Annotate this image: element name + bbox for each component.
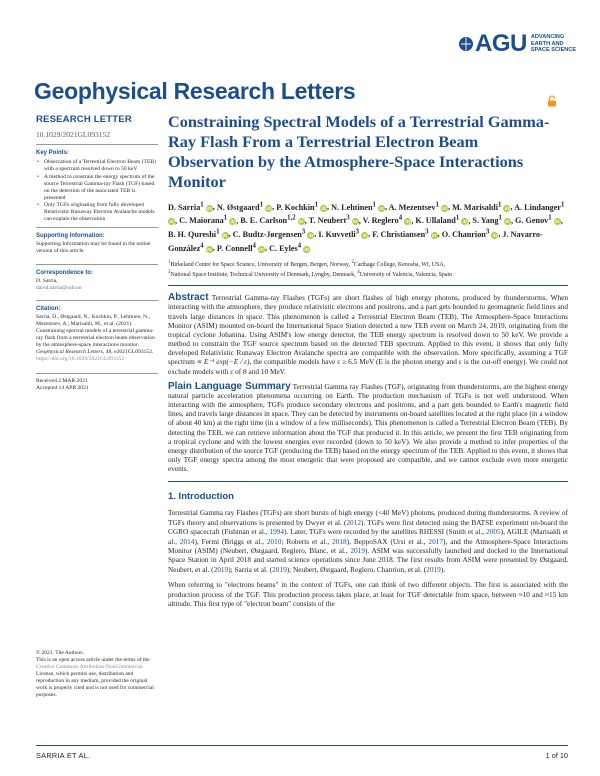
article-title: Constraining Spectral Models of a Terrestrial Gamma-Ray Flash From a Terrestrial Electron Beam Observation by the Atmosphere-Space Interactions Monitor — [168, 112, 550, 191]
author-name: V. Reglero — [362, 216, 399, 226]
author-affiliation: 3 — [485, 228, 490, 236]
license-link[interactable]: Creative Commons Attribution-NonCommercial — [36, 664, 143, 670]
intro-paragraph-2: When referring to "electrons beams" in the context of TGFs, one can think of two different objects. The first is associated with the production process of the TGF. This production process takes place, at least for TGF detectable from space, between ≈10 and ≈15 km altitude. This first type of "electron beam" consists of the — [168, 580, 568, 608]
pls-text: Terrestrial Gamma ray Flashes (TGF), originating from thunderstorms, are the highest energy natural particle acceleration phenomena occurring on Earth. The production mechanism of TGFs is not well understood. When interacting with the atmosphere, TGFs produce secondary electrons and positrons, and a part gets bounded to Earth's magnetic field lines, and travels large distances in space. They can be detected by instruments on-board satellites located at the right place (in a window of about 40 km) at the right time (in a window of a few milliseconds). This phenomenon is called a Terrestrial Electron Beam (TEB). By detecting the TEB, we can retrieve information about the TGF that produced it. In this article, we present the first TEB originating from a tropical cyclone and with the lowest energies ever recorded (down to 50 keV). We also provide a method to infer properties of the energy distribution of the source TGF (producing the TEB) based on the energy spectrum of the TEB. Applied to this event, it shows that only TGF energy spectra among the most energetic that were proposed are compatible, and we cannot exclude even more energetic events. — [168, 381, 569, 474]
author-name: P. Kochkin — [276, 202, 315, 212]
running-author: SARRIA ET AL. — [36, 751, 91, 760]
author-affiliation: 1 — [200, 201, 204, 208]
author-name: G. Genov — [515, 216, 549, 226]
author-affiliation: 1 — [435, 201, 439, 208]
ref-link[interactable]: 2018 — [332, 536, 347, 546]
author-affiliation: 1 — [560, 201, 565, 208]
divider — [36, 300, 158, 301]
author-affiliation: 1 — [372, 201, 376, 208]
author — [168, 203, 213, 212]
author-name: D. Sarria — [168, 202, 201, 212]
orcid-icon[interactable]: iD — [206, 246, 212, 252]
text-run: ). Later, TGFs were recorded by the satellites RHESSI (Smith et al., — [284, 527, 487, 537]
orcid-icon[interactable]: iD — [442, 205, 447, 211]
orcid-icon[interactable]: iD — [169, 219, 174, 225]
ref-link[interactable]: 2019 — [350, 545, 365, 555]
correspondence-name: D. Sarria, — [36, 278, 58, 285]
orcid-icon[interactable]: iD — [405, 219, 411, 225]
key-point: • Only TGFs originating from fully developed Relativistic Runaway Electron Avalanche models can explain the observation — [36, 202, 158, 223]
author-list: D. Sarria$^1$ iD, N. Østgaard$^1$ iD, P. Kochkin$^1$ iD, N. Lehtinen$^1$ iD, A. Mezentsev$^1$ iD, M. Marisaldi$^1$ iD, A. Lindanger$^1$ iD, C. Maiorana$^1$ iD, B. E. Carlson$^{1,2}$ iD, T. Neubert$^3$ iD, V. Reglero$^4$ iD, K. Ullaland$^1$ iD, S. Yang$^1$ iD, G. Genov$^1$ iD, B. H. Qureshi$^1$ iD, C. Budtz-Jørgensen$^3$ iD, I. Kuvvetli$^3$ iD, F. Christiansen$^3$ iD, O. Chanrion$^3$ iD, J. Navarro-González$^4$ iD, P. Connell$^4$ iD, C. Eyles$^4$ iD — [168, 200, 568, 255]
abstract-heading: Abstract — [168, 292, 209, 304]
affiliation-4: University of Valencia, Valencia, Spain — [359, 272, 453, 279]
supporting-info-text: Supporting Information may be found in the online version of this article. — [36, 241, 151, 255]
journal-name: Geophysical Research Letters — [34, 78, 356, 104]
intro-paragraph-1 — [168, 508, 568, 574]
author-affiliation: 3 — [346, 214, 350, 222]
divider — [36, 264, 158, 265]
author-name: N. Østgaard — [216, 202, 260, 212]
divider — [168, 481, 568, 482]
logo-word: AGU — [475, 30, 527, 57]
main-content — [168, 112, 568, 608]
author-affiliation: 1,2 — [287, 214, 296, 222]
author — [389, 203, 448, 212]
key-points-list — [36, 159, 158, 223]
orcid-icon[interactable]: iD — [304, 246, 309, 252]
logo-line-3: SPACE SCIENCE — [530, 47, 577, 54]
text-run: ), BeppoSAX (Ursi et al., — [346, 536, 429, 546]
citation-heading: Citation: — [36, 306, 61, 313]
ref-link[interactable]: 2005 — [486, 527, 501, 537]
citation-text — [36, 314, 158, 363]
orcid-icon[interactable]: iD — [379, 205, 384, 211]
key-point: • A method to constrain the energy spectrum of the source Terrestrial Gamma-ray Flash (TGF) based on the detection of the associated TEB is presented — [36, 174, 158, 202]
affiliations: $^1$Birkeland Centre for Space Science, University of Bergen, Bergen, Norway, $^2$Carthage College, Kenosha, WI, USA, $^3$National Space Institute, Technical University of Denmark, Lyngby, Denmark, $^4$University of Valencia, Valencia, Spain — [168, 259, 453, 279]
author-affiliation: 4 — [200, 241, 204, 249]
author-affiliation: 3 — [425, 228, 429, 236]
author-name: C. Eyles — [269, 243, 298, 253]
orcid-icon[interactable]: iD — [492, 233, 498, 239]
author-affiliation: 1 — [455, 214, 460, 222]
text-run: ); Neubert, Østgaard, Reglero, Chanrion, et al. ( — [286, 564, 427, 574]
citation-volume: , 48, e2021GL093152. — [102, 349, 154, 356]
author-name: I. Kuvvetli — [318, 230, 356, 240]
ref-link[interactable]: 2014 — [179, 536, 195, 546]
author — [442, 230, 499, 239]
orcid-icon[interactable]: iD — [266, 205, 271, 211]
orcid-icon[interactable]: iD — [352, 219, 358, 225]
globe-icon — [458, 36, 474, 52]
orcid-icon[interactable]: iD — [222, 233, 228, 239]
key-points-heading: Key Points: — [36, 150, 70, 156]
author — [415, 216, 468, 225]
author-affiliation: 1 — [548, 214, 552, 222]
text-run: ). ASIM was successfully launched and docked to the International Space Station in April 2018 and started science operations since June 2018. The first results from ASIM were presented by Østgaard, Neubert, et al. ( — [168, 545, 568, 574]
text-run: Terrestrial Gamma ray Flashes (TGFs) are short bursts of high energy (<40 MeV) photons, produced during thunderstorms. A review of TGFs theory and observations is presented by Dwyer et al. ( — [168, 508, 568, 527]
license-text-1: This is an open access article under the terms of the — [36, 657, 150, 663]
orcid-icon[interactable]: iD — [505, 219, 510, 225]
author-affiliation: 3 — [355, 228, 360, 236]
author — [240, 216, 304, 225]
ref-link[interactable]: 2019 — [272, 564, 287, 574]
author — [452, 203, 510, 212]
author-name: C. Budtz-Jørgensen — [232, 230, 302, 240]
affiliation-1: Birkeland Centre for Space Science, University of Bergen, Bergen, Norway, — [170, 261, 352, 268]
accepted-date: Accepted 14 APR 2021 — [36, 385, 89, 392]
affiliation-3: National Space Institute, Technical University of Denmark, Lyngby, Denmark, — [170, 272, 358, 279]
citation-body: Sarria, D., Østgaard, N., Kochkin, P., Lehtinen, N., Mezentsev, A., Marisaldi, M., et al. (2021). Constraining spectral models of a terrestrial gamma-ray flash from a terrestrial electron beam observation by the atmosphere-space interactions monitor. — [36, 314, 155, 349]
ref-link[interactable]: 2012 — [346, 517, 361, 527]
orcid-icon[interactable]: iD — [321, 205, 326, 211]
page-footer — [36, 745, 568, 760]
author-name: O. Chanrion — [441, 230, 486, 240]
author — [269, 241, 310, 253]
author-name: P. Connell — [216, 243, 253, 253]
text-run: ), Fermi (Briggs et al., — [194, 536, 267, 546]
author-name: T. Neubert — [308, 216, 347, 226]
author-affiliation: 4 — [297, 241, 302, 249]
author-name: J. Navarro-González — [168, 230, 543, 253]
author-affiliation: 1 — [498, 201, 502, 208]
author-affiliation: 4 — [252, 241, 256, 249]
author-name: F. Christiansen — [372, 230, 426, 240]
orcid-icon[interactable]: iD — [298, 219, 304, 225]
affiliation-2: Carthage College, Kenosha, WI, USA, — [353, 261, 446, 268]
author-name: C. Maiorana — [179, 216, 224, 226]
orcid-icon[interactable]: iD — [504, 205, 510, 211]
abstract — [168, 293, 568, 375]
author-name: N. Lehtinen — [331, 202, 373, 212]
copyright-line: © 2021. The Authors. — [36, 650, 84, 656]
text-run: ), AGILE (Marisaldi et al., — [168, 527, 568, 546]
author — [179, 216, 236, 225]
orcid-icon[interactable]: iD — [554, 219, 560, 225]
author-name: K. Ullaland — [415, 216, 456, 226]
author-name: S. Yang — [472, 216, 499, 226]
supporting-info-heading: Supporting Information: — [36, 233, 105, 240]
orcid-icon[interactable]: iD — [308, 233, 314, 239]
citation-journal: Geophysical Research Letters — [36, 349, 103, 356]
section-heading: 1. Introduction — [168, 491, 234, 503]
correspondence-heading: Correspondence to: — [36, 270, 94, 277]
ref-link[interactable]: 2017 — [428, 536, 444, 546]
author-affiliation: 1 — [314, 201, 318, 208]
author-name: A. Lindanger — [514, 202, 561, 212]
logo-line-2: EARTH AND — [530, 40, 564, 47]
orcid-icon[interactable]: iD — [230, 219, 235, 225]
logo-line-1: ADVANCING — [530, 34, 565, 41]
author — [168, 230, 229, 239]
author-name: B. E. Carlson — [240, 216, 288, 226]
plain-language-summary — [168, 382, 568, 474]
correspondence-email[interactable]: david.sarria@uib.no — [36, 285, 82, 292]
orcid-icon[interactable]: iD — [362, 233, 367, 239]
divider — [36, 144, 158, 145]
license-text — [36, 657, 154, 699]
key-point: • Observation of a Terrestrial Electron Beam (TEB) with a spectrum resolved down to 50 keV — [36, 159, 158, 173]
author-affiliation: 1 — [216, 228, 220, 236]
author-affiliation: 1 — [259, 201, 264, 208]
author-name: B. H. Qureshi — [168, 230, 217, 240]
ref-link[interactable]: 2010 — [266, 536, 282, 546]
author-affiliation: 1 — [498, 214, 502, 222]
ref-link[interactable]: 1994 — [269, 527, 285, 537]
author — [309, 216, 359, 225]
article-type: RESEARCH LETTER — [36, 114, 132, 125]
orcid-icon[interactable]: iD — [431, 233, 437, 239]
text-run: ), and the Atmosphere-Space Interactions Monitor (ASIM) (Neubert, Østgaard, Reglero, Blanc, et al., — [168, 536, 568, 555]
author-affiliation: 3 — [301, 228, 306, 236]
abstract-text-2: , the compatible models have ε ≥ 6.5 MeV (E is the photon energy and ε is the cut-off energy). We could not exclude models with ε of 8 and 10 MeV. — [168, 357, 568, 376]
author — [472, 216, 511, 225]
divider — [36, 227, 158, 228]
text-run: ; Roberts et al., — [281, 536, 333, 546]
divider — [36, 373, 158, 374]
author — [515, 216, 561, 225]
author — [216, 241, 265, 253]
logo-tagline — [531, 34, 576, 53]
abstract-text-1: Terrestrial Gamma-ray Flashes (TGFs) are short flashes of high energy photons, produced by thunderstorms. When interacting with the atmosphere, they produce relativistic electrons and positrons, and a part gets bounded to geomagnetic field lines and travels large distances in space. This phenomenon is called a Terrestrial Electron Beam (TEB). The Atmosphere-Space Interactions Monitor (ASIM) mounted on-board the International Space Station detected a new TEB event on March 24, 2019, originating from the tropical cyclone Johanina. Using ASIM's low energy detector, the TEB energy spectrum is resolved down to 50 keV. We provide a method to constrain the TGF source spectrum based on the detected TEB spectrum. Applied to this event, it shows that only fully developed Relativistic Runaway Electron Avalanche spectra are compatible with the observation. More specifically, assuming a TGF spectrum ∝ — [168, 293, 568, 367]
license-text-2: License, which permits use, distribution and reproduction in any medium, provided the original work is properly cited and is not used for commercial purposes. — [36, 671, 154, 698]
author — [318, 230, 368, 239]
author — [217, 203, 272, 212]
sidebar — [36, 114, 158, 392]
orcid-icon[interactable]: iD — [206, 205, 212, 211]
text-run: ); Sarria et al. ( — [228, 564, 273, 574]
ref-link[interactable]: 2019 — [426, 564, 441, 574]
text-run: ). — [440, 564, 446, 574]
author — [363, 216, 412, 225]
author — [372, 230, 437, 239]
agu-logo — [458, 30, 576, 58]
received-date: Received 2 MAR 2021 — [36, 378, 88, 385]
author — [331, 203, 385, 212]
citation-doi-link[interactable]: https://doi.org/10.1029/2021GL093152 — [36, 356, 125, 363]
text-run: ). TGFs were first detected using the BATSE experiment on-board the CGRO spacecraft (Fishman et al., — [168, 517, 568, 537]
pls-heading: Plain Language Summary — [168, 380, 291, 392]
abstract-formula: E⁻¹ exp(−E / ε) — [203, 357, 250, 367]
author — [276, 203, 327, 212]
page-number: 1 of 10 — [545, 751, 568, 760]
divider — [168, 285, 568, 286]
author-name: A. Mezentsev — [388, 202, 436, 212]
author-affiliation: 1 — [223, 214, 228, 222]
open-access-lock-icon — [546, 95, 558, 107]
ref-link[interactable]: 2019 — [213, 564, 229, 574]
doi[interactable]: 10.1029/2021GL093152 — [36, 130, 110, 139]
author — [233, 230, 315, 239]
orcid-icon[interactable]: iD — [462, 219, 468, 225]
author-affiliation: 4 — [398, 214, 403, 222]
orcid-icon[interactable]: iD — [259, 246, 264, 252]
author-name: M. Marisaldi — [452, 202, 498, 212]
license-block — [36, 650, 154, 699]
